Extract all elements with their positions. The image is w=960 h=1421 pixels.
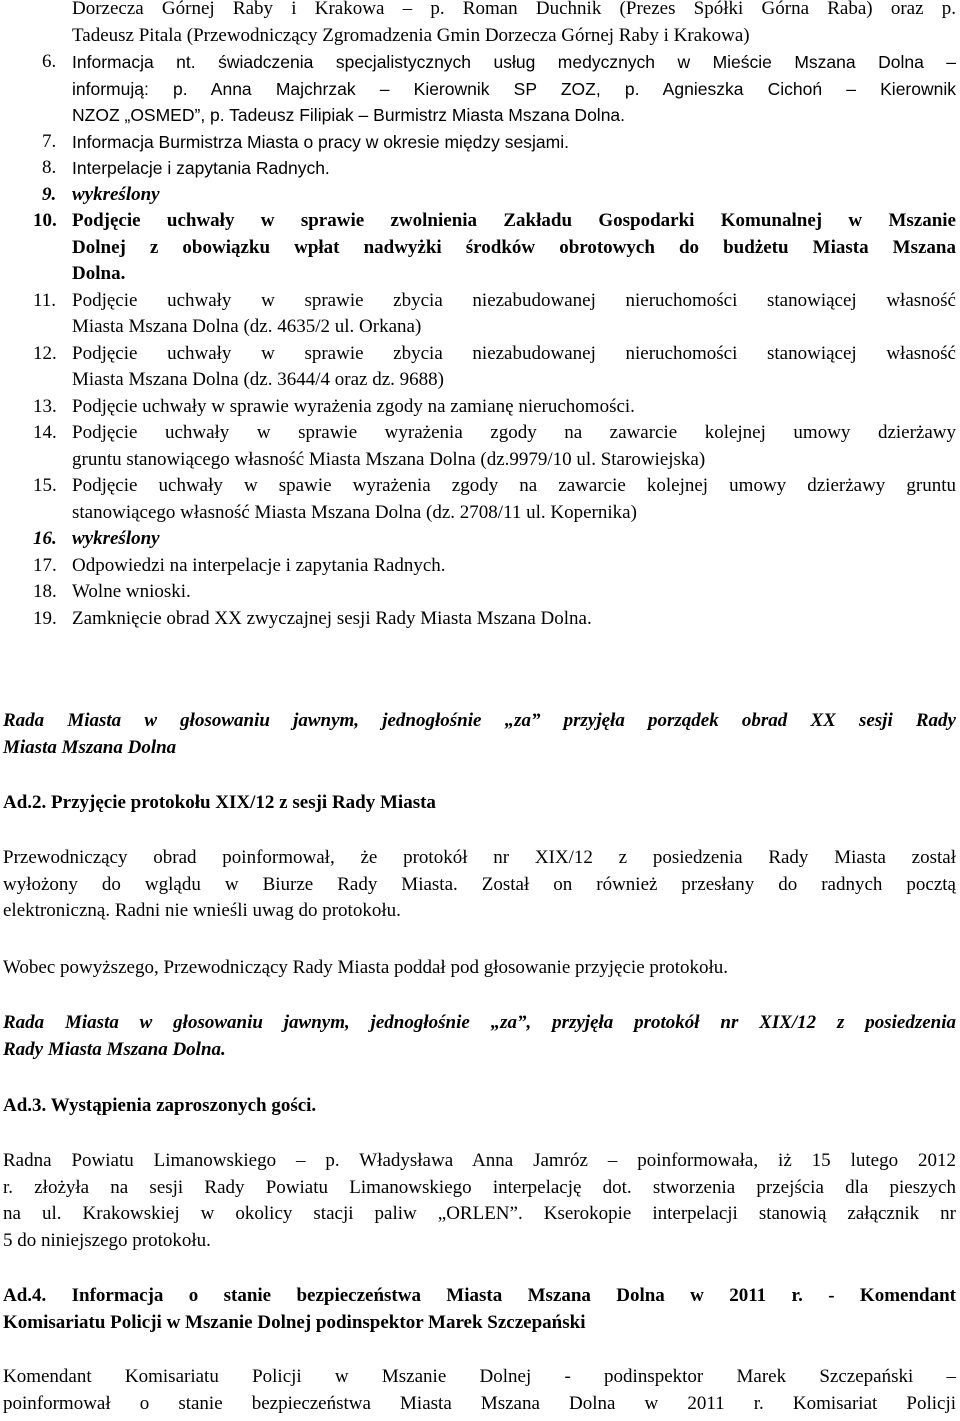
agenda-item-16 <box>10 526 956 553</box>
agenda-item-text: Podjęcie uchwały w sprawie wyrażenia zgody na zawarcie kolejnej umowy dzierżawy <box>72 422 956 443</box>
agenda-item-9 <box>10 182 956 209</box>
agenda-item-text: Podjęcie uchwały w sprawie zbycia niezabudowanej nieruchomości stanowiącej własność <box>72 342 956 364</box>
agenda-item-14 <box>10 420 956 473</box>
agenda-item-number: 11. <box>33 289 57 311</box>
agenda-item-number: 18. <box>33 581 57 602</box>
agenda-item-number: 14. <box>33 422 57 443</box>
agenda-item-text: Dolnej z obowiązku wpłat nadwyżki środków obrotowych do budżetu Miasta Mszana <box>72 236 956 258</box>
heading-line: Komisariatu Policji w Mszanie Dolnej podinspektor Marek Szczepański <box>3 1311 586 1333</box>
heading-line: Ad.4. Informacja o stanie bezpieczeństwa Miasta Mszana Dolna w 2011 r. - Komendant <box>3 1285 956 1306</box>
ad3-paragraph <box>3 1148 956 1254</box>
agenda-item-19 <box>10 606 956 633</box>
paragraph-line: poinformował o stanie bezpieczeństwa Miasta Mszana Dolna w 2011 r. Komisariat Policji <box>3 1392 956 1414</box>
agenda-item-number: 10. <box>33 210 57 231</box>
agenda-item-number: 13. <box>33 395 57 417</box>
agenda-item-number: 17. <box>33 554 57 576</box>
paragraph-line: na ul. Krakowskiej w okolicy stacji paliw „ORLEN”. Kserokopie interpelacji stanowią załącznik nr <box>3 1203 956 1224</box>
agenda-item-text: NZOZ „OSMED”, p. Tadeusz Filipiak – Burmistrz Miasta Mszana Dolna. <box>72 105 626 125</box>
agenda-item-13 <box>10 394 956 421</box>
agenda-item-15 <box>10 473 956 526</box>
agenda-item-text: gruntu stanowiącego własność Miasta Mszana Dolna (dz.9979/10 ul. Starowiejska) <box>72 448 706 470</box>
paragraph-line: wyłożony do wglądu w Biurze Rady Miasta. Został on również przesłany do radnych pocztą <box>3 873 956 895</box>
agenda-item-text: Informacja nt. świadczenia specjalistycznych usług medycznych w Mieście Mszana Dolna – <box>72 52 956 72</box>
agenda-continuation-line: Dorzecza Górnej Raby i Krakowa – p. Roman Duchnik (Prezes Spółki Górna Raba) oraz p. <box>72 0 956 19</box>
paragraph-line: Komendant Komisariatu Policji w Mszanie Dolnej - podinspektor Marek Szczepański – <box>3 1366 956 1387</box>
agenda-item-6 <box>10 49 956 129</box>
agenda-item-text: Informacja Burmistrza Miasta o pracy w okresie między sesjami. <box>72 131 569 152</box>
resolution-line: Rada Miasta w głosowaniu jawnym, jednogłośnie „za” przyjęła porządek obrad XX sesji Rady <box>3 710 956 731</box>
agenda-item-number: 8. <box>42 157 57 178</box>
agenda-item-text: Podjęcie uchwały w sprawie zbycia niezabudowanej nieruchomości stanowiącej własność <box>72 289 956 311</box>
resolution-protocol <box>3 1010 956 1063</box>
ad4-paragraph <box>3 1364 956 1417</box>
agenda-continuation-line: Tadeusz Pitala (Przewodniczący Zgromadzenia Gmin Dorzecza Górnej Raby i Krakowa) <box>72 24 750 46</box>
agenda-item-11 <box>10 288 956 341</box>
section-heading-ad3: Ad.3. Wystąpienia zaproszonych gości. <box>3 1095 317 1116</box>
agenda-item-text: Wolne wnioski. <box>72 581 191 602</box>
resolution-agenda <box>3 708 956 761</box>
agenda-item-10 <box>10 208 956 288</box>
agenda-item-text: Miasta Mszana Dolna (dz. 4635/2 ul. Orkana) <box>72 316 422 337</box>
resolution-line: Miasta Mszana Dolna <box>3 736 177 758</box>
agenda-item-number: 16. <box>33 528 57 549</box>
agenda-item-7 <box>10 129 956 156</box>
agenda-item-text: Podjęcie uchwały w sprawie wyrażenia zgody na zamianę nieruchomości. <box>72 395 635 417</box>
agenda-item-text: Odpowiedzi na interpelacje i zapytania Radnych. <box>72 554 446 576</box>
paragraph-line: Przewodniczący obrad poinformował, że protokół nr XIX/12 z posiedzenia Rady Miasta został <box>3 847 956 868</box>
agenda-item-text: wykreślony <box>72 183 160 205</box>
agenda-item-number: 12. <box>33 342 57 364</box>
agenda-item-number: 15. <box>33 475 57 496</box>
agenda-item-text: Interpelacje i zapytania Radnych. <box>72 158 330 178</box>
agenda-item-number: 7. <box>42 130 57 152</box>
paragraph-line: Radna Powiatu Limanowskiego – p. Władysława Anna Jamróz – poinformowała, iż 15 lutego 2012 <box>3 1150 956 1171</box>
ad2-paragraph <box>3 845 956 925</box>
agenda-item-text: Miasta Mszana Dolna (dz. 3644/4 oraz dz. 9688) <box>72 369 444 390</box>
ad2-voting-note: Wobec powyższego, Przewodniczący Rady Miasta poddał pod głosowanie przyjęcie protokołu. <box>3 957 729 978</box>
agenda-list <box>10 0 956 632</box>
paragraph-line: elektroniczną. Radni nie wnieśli uwag do protokołu. <box>3 900 401 921</box>
agenda-item-18 <box>10 579 956 606</box>
section-heading-ad2: Ad.2. Przyjęcie protokołu XIX/12 z sesji Rady Miasta <box>3 792 436 813</box>
agenda-item-text: Zamknięcie obrad XX zwyczajnej sesji Rady Miasta Mszana Dolna. <box>72 607 592 629</box>
agenda-item-12 <box>10 341 956 394</box>
agenda-item-text: Podjęcie uchwały w spawie wyrażenia zgody na zawarcie kolejnej umowy dzierżawy gruntu <box>72 475 956 496</box>
resolution-line: Rady Miasta Mszana Dolna. <box>3 1038 226 1060</box>
paragraph-line: r. złożyła na sesji Rady Powiatu Limanowskiego interpelację dot. stworzenia przejścia dla pieszych <box>3 1176 956 1198</box>
section-heading-ad4 <box>3 1283 956 1336</box>
agenda-item-text: Dolna. <box>72 263 126 284</box>
agenda-item-number: 19. <box>33 607 57 629</box>
agenda-item-17 <box>10 553 956 580</box>
paragraph-line: 5 do niniejszego protokołu. <box>3 1229 211 1251</box>
agenda-item-text: wykreślony <box>72 528 160 549</box>
agenda-item-number: 6. <box>42 51 57 72</box>
agenda-item-number: 9. <box>42 183 57 205</box>
agenda-item-text: informują: p. Anna Majchrzak – Kierownik SP ZOZ, p. Agnieszka Cichoń – Kierownik <box>72 78 956 99</box>
agenda-item-text: Podjęcie uchwały w sprawie zwolnienia Zakładu Gospodarki Komunalnej w Mszanie <box>72 210 956 231</box>
resolution-line: Rada Miasta w głosowaniu jawnym, jednogłośnie „za”, przyjęła protokół nr XIX/12 z posiedzenia <box>3 1012 956 1033</box>
agenda-item-text: stanowiącego własność Miasta Mszana Dolna (dz. 2708/11 ul. Kopernika) <box>72 501 637 523</box>
agenda-item-8 <box>10 155 956 182</box>
